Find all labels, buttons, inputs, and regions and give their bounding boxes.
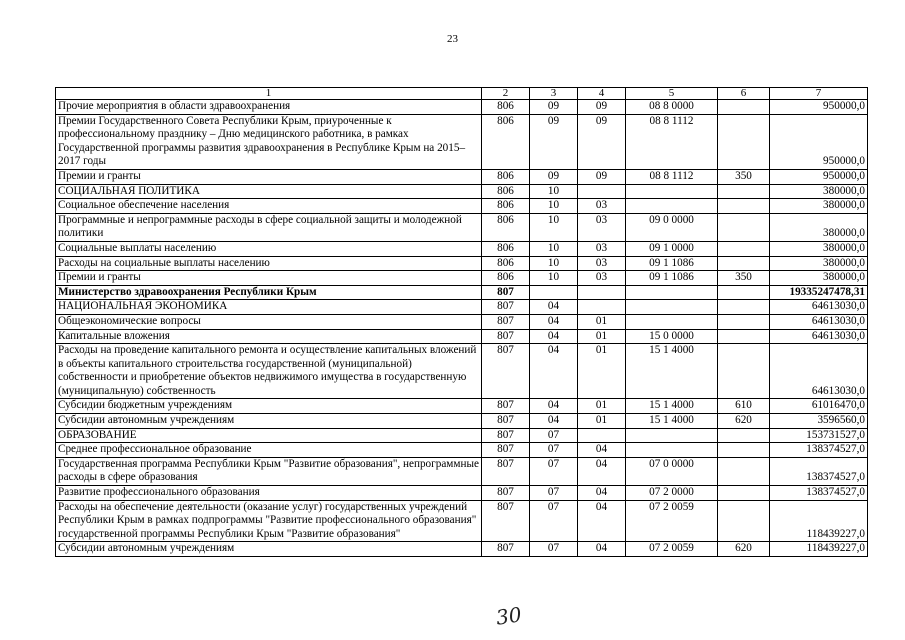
section-cell: 04 (530, 329, 578, 344)
column-header-6: 6 (718, 88, 770, 100)
target-article-cell: 08 8 1112 (626, 114, 718, 169)
expense-type-cell (718, 199, 770, 214)
section-cell: 10 (530, 213, 578, 241)
table-row (56, 457, 868, 485)
expense-type-cell (718, 114, 770, 169)
amount-cell: 380000,0 (770, 199, 868, 214)
expense-type-cell (718, 486, 770, 501)
table-row (56, 329, 868, 344)
subsection-cell: 01 (578, 314, 626, 329)
target-article-cell: 15 1 4000 (626, 414, 718, 429)
page-number: 23 (447, 33, 458, 45)
expense-type-cell (718, 213, 770, 241)
code-grbs-cell: 807 (482, 329, 530, 344)
row-name-cell: Развитие профессионального образования (56, 486, 482, 501)
code-grbs-cell: 807 (482, 399, 530, 414)
target-article-cell: 07 2 0059 (626, 500, 718, 542)
table-row (56, 285, 868, 300)
subsection-cell: 04 (578, 486, 626, 501)
expense-type-cell: 350 (718, 271, 770, 286)
row-name-cell: НАЦИОНАЛЬНАЯ ЭКОНОМИКА (56, 300, 482, 315)
subsection-cell: 01 (578, 329, 626, 344)
column-header-4: 4 (578, 88, 626, 100)
expense-type-cell (718, 241, 770, 256)
column-header-7: 7 (770, 88, 868, 100)
code-grbs-cell: 807 (482, 500, 530, 542)
subsection-cell: 03 (578, 241, 626, 256)
code-grbs-cell: 806 (482, 213, 530, 241)
code-grbs-cell: 807 (482, 285, 530, 300)
amount-cell: 950000,0 (770, 114, 868, 169)
expense-type-cell (718, 428, 770, 443)
table-row (56, 241, 868, 256)
amount-cell: 138374527,0 (770, 486, 868, 501)
amount-cell: 380000,0 (770, 256, 868, 271)
amount-cell: 118439227,0 (770, 542, 868, 557)
table-row (56, 500, 868, 542)
target-article-cell: 09 1 1086 (626, 271, 718, 286)
amount-cell: 153731527,0 (770, 428, 868, 443)
target-article-cell: 09 1 0000 (626, 241, 718, 256)
row-name-cell: Социальные выплаты населению (56, 241, 482, 256)
row-name-cell: Общеэкономические вопросы (56, 314, 482, 329)
amount-cell: 64613030,0 (770, 344, 868, 399)
expense-type-cell: 610 (718, 399, 770, 414)
table-row (56, 184, 868, 199)
expense-type-cell (718, 329, 770, 344)
target-article-cell (626, 428, 718, 443)
amount-cell: 138374527,0 (770, 457, 868, 485)
target-article-cell (626, 314, 718, 329)
table-row (56, 428, 868, 443)
section-cell: 04 (530, 414, 578, 429)
table-row (56, 314, 868, 329)
target-article-cell: 08 8 1112 (626, 169, 718, 184)
target-article-cell: 07 2 0000 (626, 486, 718, 501)
code-grbs-cell: 807 (482, 443, 530, 458)
subsection-cell: 04 (578, 542, 626, 557)
expense-type-cell (718, 285, 770, 300)
expense-type-cell (718, 344, 770, 399)
row-name-cell: Среднее профессиональное образование (56, 443, 482, 458)
target-article-cell (626, 443, 718, 458)
table-row (56, 169, 868, 184)
table-row (56, 486, 868, 501)
subsection-cell (578, 428, 626, 443)
code-grbs-cell: 806 (482, 199, 530, 214)
row-name-cell: Социальное обеспечение населения (56, 199, 482, 214)
code-grbs-cell: 806 (482, 114, 530, 169)
section-cell: 04 (530, 314, 578, 329)
code-grbs-cell: 806 (482, 256, 530, 271)
target-article-cell (626, 184, 718, 199)
row-name-cell: Субсидии бюджетным учреждениям (56, 399, 482, 414)
expense-type-cell: 620 (718, 542, 770, 557)
amount-cell: 138374527,0 (770, 443, 868, 458)
expense-type-cell: 350 (718, 169, 770, 184)
row-name-cell: Прочие мероприятия в области здравоохранения (56, 100, 482, 115)
section-cell: 10 (530, 271, 578, 286)
subsection-cell: 03 (578, 256, 626, 271)
row-name-cell: Премии Государственного Совета Республики Крым, приуроченные к профессиональному празднику – Дню медицинского работника, в рамках Государственной программы развития здравоохранения в Республике Крым на 2015–2017 годы (56, 114, 482, 169)
row-name-cell: Расходы на социальные выплаты населению (56, 256, 482, 271)
handwritten-page-note: 30 (494, 602, 523, 630)
code-grbs-cell: 806 (482, 169, 530, 184)
table-row (56, 414, 868, 429)
budget-table (55, 87, 868, 557)
section-cell: 07 (530, 542, 578, 557)
target-article-cell: 15 0 0000 (626, 329, 718, 344)
section-cell: 09 (530, 114, 578, 169)
amount-cell: 64613030,0 (770, 300, 868, 315)
section-cell: 07 (530, 486, 578, 501)
target-article-cell: 15 1 4000 (626, 344, 718, 399)
subsection-cell (578, 285, 626, 300)
target-article-cell: 07 0 0000 (626, 457, 718, 485)
section-cell: 07 (530, 457, 578, 485)
subsection-cell: 04 (578, 457, 626, 485)
section-cell: 10 (530, 184, 578, 199)
subsection-cell: 01 (578, 414, 626, 429)
section-cell: 07 (530, 428, 578, 443)
section-cell (530, 285, 578, 300)
code-grbs-cell: 806 (482, 241, 530, 256)
code-grbs-cell: 807 (482, 414, 530, 429)
amount-cell: 3596560,0 (770, 414, 868, 429)
subsection-cell (578, 300, 626, 315)
section-cell: 04 (530, 344, 578, 399)
target-article-cell: 09 0 0000 (626, 213, 718, 241)
subsection-cell: 01 (578, 344, 626, 399)
table-row (56, 213, 868, 241)
subsection-cell: 09 (578, 114, 626, 169)
subsection-cell: 04 (578, 443, 626, 458)
subsection-cell: 03 (578, 199, 626, 214)
subsection-cell: 09 (578, 100, 626, 115)
table-row (56, 100, 868, 115)
amount-cell: 118439227,0 (770, 500, 868, 542)
row-name-cell: Капитальные вложения (56, 329, 482, 344)
code-grbs-cell: 807 (482, 314, 530, 329)
row-name-cell: Государственная программа Республики Крым "Развитие образования", непрограммные расходы в сфере образования (56, 457, 482, 485)
target-article-cell: 07 2 0059 (626, 542, 718, 557)
table-row (56, 344, 868, 399)
expense-type-cell: 620 (718, 414, 770, 429)
code-grbs-cell: 807 (482, 457, 530, 485)
target-article-cell: 15 1 4000 (626, 399, 718, 414)
subsection-cell: 03 (578, 271, 626, 286)
expense-type-cell (718, 300, 770, 315)
expense-type-cell (718, 443, 770, 458)
code-grbs-cell: 807 (482, 542, 530, 557)
code-grbs-cell: 807 (482, 300, 530, 315)
target-article-cell (626, 199, 718, 214)
expense-type-cell (718, 100, 770, 115)
expense-type-cell (718, 256, 770, 271)
code-grbs-cell: 806 (482, 100, 530, 115)
subsection-cell (578, 184, 626, 199)
code-grbs-cell: 807 (482, 344, 530, 399)
code-grbs-cell: 806 (482, 184, 530, 199)
row-name-cell: Субсидии автономным учреждениям (56, 414, 482, 429)
subsection-cell: 01 (578, 399, 626, 414)
amount-cell: 64613030,0 (770, 314, 868, 329)
column-header-1: 1 (56, 88, 482, 100)
row-name-cell: ОБРАЗОВАНИЕ (56, 428, 482, 443)
amount-cell: 61016470,0 (770, 399, 868, 414)
code-grbs-cell: 806 (482, 271, 530, 286)
code-grbs-cell: 807 (482, 428, 530, 443)
row-name-cell: Программные и непрограммные расходы в сфере социальной защиты и молодежной политики (56, 213, 482, 241)
row-name-cell: Министерство здравоохранения Республики Крым (56, 285, 482, 300)
table-row (56, 271, 868, 286)
section-cell: 09 (530, 169, 578, 184)
amount-cell: 380000,0 (770, 271, 868, 286)
table-row (56, 399, 868, 414)
row-name-cell: Субсидии автономным учреждениям (56, 542, 482, 557)
table-header-row (56, 88, 868, 100)
row-name-cell: Премии и гранты (56, 271, 482, 286)
expense-type-cell (718, 500, 770, 542)
table-row (56, 300, 868, 315)
section-cell: 04 (530, 399, 578, 414)
amount-cell: 64613030,0 (770, 329, 868, 344)
amount-cell: 950000,0 (770, 100, 868, 115)
amount-cell: 380000,0 (770, 184, 868, 199)
table-row (56, 256, 868, 271)
table-row (56, 114, 868, 169)
section-cell: 10 (530, 256, 578, 271)
column-header-3: 3 (530, 88, 578, 100)
subsection-cell: 03 (578, 213, 626, 241)
subsection-cell: 04 (578, 500, 626, 542)
row-name-cell: СОЦИАЛЬНАЯ ПОЛИТИКА (56, 184, 482, 199)
target-article-cell: 09 1 1086 (626, 256, 718, 271)
subsection-cell: 09 (578, 169, 626, 184)
section-cell: 09 (530, 100, 578, 115)
table-row (56, 542, 868, 557)
section-cell: 10 (530, 241, 578, 256)
amount-cell: 19335247478,31 (770, 285, 868, 300)
section-cell: 07 (530, 443, 578, 458)
row-name-cell: Расходы на обеспечение деятельности (оказание услуг) государственных учреждений Республики Крым в рамках подпрограммы "Развитие профессионального образования" государственной программы Республики Крым "Развитие образования" (56, 500, 482, 542)
row-name-cell: Премии и гранты (56, 169, 482, 184)
amount-cell: 950000,0 (770, 169, 868, 184)
expense-type-cell (718, 184, 770, 199)
section-cell: 07 (530, 500, 578, 542)
column-header-2: 2 (482, 88, 530, 100)
section-cell: 10 (530, 199, 578, 214)
row-name-cell: Расходы на проведение капитального ремонта и осуществление капитальных вложений в объекты капитального строительства государственной (муниципальной) собственности и приобретение объектов недвижимого имущества в государственную (муниципальную) собственность (56, 344, 482, 399)
code-grbs-cell: 807 (482, 486, 530, 501)
target-article-cell: 08 8 0000 (626, 100, 718, 115)
amount-cell: 380000,0 (770, 213, 868, 241)
section-cell: 04 (530, 300, 578, 315)
amount-cell: 380000,0 (770, 241, 868, 256)
target-article-cell (626, 285, 718, 300)
table-row (56, 443, 868, 458)
column-header-5: 5 (626, 88, 718, 100)
expense-type-cell (718, 314, 770, 329)
target-article-cell (626, 300, 718, 315)
table-row (56, 199, 868, 214)
expense-type-cell (718, 457, 770, 485)
budget-table-body (56, 88, 868, 557)
